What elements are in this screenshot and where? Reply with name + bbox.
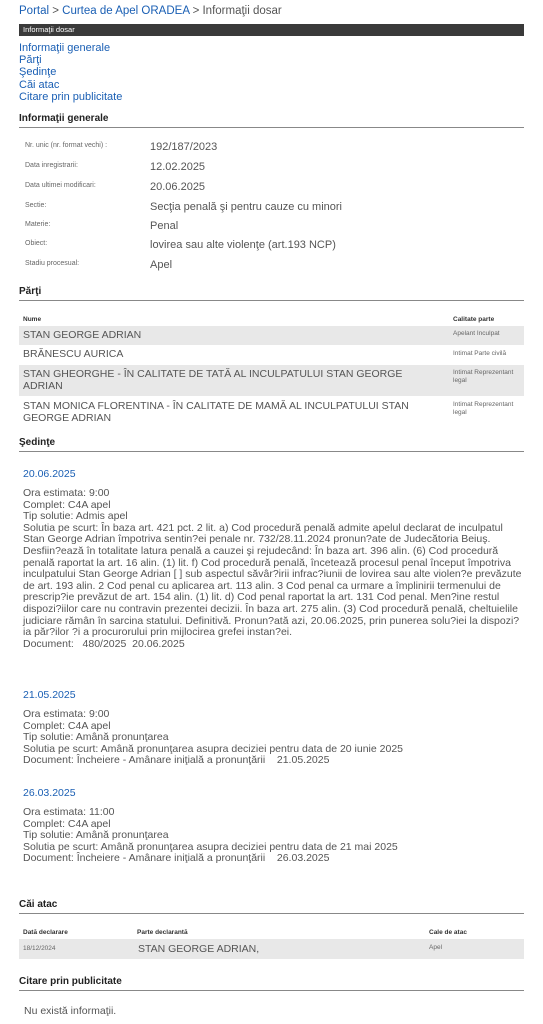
section-title-citare: Citare prin publicitate [19,976,524,991]
sedinta-complet: Complet: C4A apel [23,817,111,830]
col-parte-declaranta: Parte declarantă [137,929,188,936]
parte-calitate: Intimat Parte civilă [453,350,507,357]
parte-calitate: Apelant Inculpat [453,330,500,337]
section-nav [19,42,122,103]
citare-empty-message: Nu există informaţii. [24,1005,117,1017]
value-nr-unic: 192/187/2023 [150,141,218,153]
parte-calitate: Intimat Reprezentant legal [453,401,514,416]
col-nume: Nume [23,316,42,323]
label-stadiu: Stadiu procesual: [25,260,80,267]
section-title-parti: Părţi [19,286,524,301]
parti-row [19,397,524,428]
sedinta-ora: Ora estimata: 9:00 [23,708,110,720]
value-stadiu: Apel [150,259,173,271]
breadcrumb-current: Informaţii dosar [202,5,282,17]
nav-sedinte[interactable]: Şedinţe [19,66,57,79]
header-bar: Informaţii dosar [19,24,524,36]
label-obiect: Obiect: [25,240,48,247]
nav-informatii-generale[interactable]: Informaţii generale [19,42,111,54]
sedinta-solutie: Solutia pe scurt: În baza art. 421 pct. 2 lit. a) Cod procedură penală admite apelul declarat de inculpatul Stan George Adrian împotriva sentin?ei penale nr. 732/28.11.2024 pronun?ate de Judecătoria Beiuş. Desfiin?ează în totalitate latura penală a cauzei şi rejudecând: În baza art. 396 alin. (6) Cod procedură penală raportat la art. 16 alin. (1) lit. f) Cod procedură penală, încetează procesul penal început împotriva inculpatului Stan George Adrian [ ] sub aspectul săvâr?irii infrac?iunii de lovirea sau alte violen?e prevăzute de art. 193 alin. 2 Cod penal cu aplicarea art. 113 alin. 3 Cod penal ca urmare a împlinirii termenului de prescrip?ie prevăzut de art. 154 alin. (1) lit. d) Cod penal raportat la art. 131 Cod penal. Men?ine restul dispozi?iilor care nu contravin prezentei decizii. În baza art. 275 alin. (3) Cod procedură penală, cheltuielile judiciare rămân în sarcina statului. Definitivă. Pronun?ată azi, 20.06.2025, prin punerea solu?iei la dispozi?ia păr?ilor ?i a procurorului prin mijlocirea grefei instan?ei. [23,521,522,639]
col-data-declarare: Dată declarare [23,929,68,936]
label-sectie: Sectie: [25,202,47,209]
sedinta-document: Document: 480/2025 20.06.2025 [23,637,185,650]
sedinta-document: Document: Încheiere - Amânare iniţială a pronunţării 21.05.2025 [23,754,330,767]
sedinta-date: 21.05.2025 [23,689,76,701]
breadcrumb [19,5,282,17]
value-data-inregistrarii: 12.02.2025 [150,161,206,173]
parti-row [19,345,524,365]
parti-row [19,326,524,345]
parte-calitate: Intimat Reprezentant legal [453,369,514,384]
cai-atac-row [19,939,524,959]
value-materie: Penal [150,220,179,232]
sedinta-ora: Ora estimata: 11:00 [23,806,115,818]
sedinta-complet: Complet: C4A apel [23,719,111,732]
sedinta-ora: Ora estimata: 9:00 [23,487,110,499]
breadcrumb-court[interactable]: Curtea de Apel ORADEA [62,5,190,17]
label-data-modificari: Data ultimei modificari: [25,182,96,189]
breadcrumb-portal[interactable]: Portal [19,5,50,17]
nav-citare[interactable]: Citare prin publicitate [19,90,123,103]
label-nr-unic: Nr. unic (nr. format vechi) : [25,142,108,149]
section-title-sedinte: Şedinţe [19,437,524,452]
sedinta-complet: Complet: C4A apel [23,498,111,511]
breadcrumb-separator: > [189,5,203,17]
label-data-inregistrarii: Data inregistrarii: [25,162,78,169]
section-title-cai-atac: Căi atac [19,899,524,914]
nav-cai-atac[interactable]: Căi atac [19,78,60,91]
col-calitate: Calitate parte [453,316,495,323]
sedinta-details [23,488,523,650]
sedinta-tip-solutie: Tip solutie: Amână pronunţarea [23,731,169,744]
parte-name: STAN MONICA FLORENTINA - ÎN CALITATE DE MAMĂ AL INCULPATULUI STAN GEORGE ADRIAN [23,400,409,424]
sedinta-solutie: Solutia pe scurt: Amână pronunţarea asupra deciziei pentru data de 20 iunie 2025 [23,742,404,755]
sedinta-tip-solutie: Tip solutie: Amână pronunţarea [23,829,169,842]
value-obiect: lovirea sau alte violenţe (art.193 NCP) [150,239,336,251]
value-sectie: Secţia penală şi pentru cauze cu minori [150,201,342,213]
cai-atac-parte: STAN GEORGE ADRIAN, [138,943,260,955]
sedinta-details [23,709,523,767]
nav-parti[interactable]: Părţi [19,54,42,67]
section-title-general: Informaţii generale [19,113,524,128]
sedinta-document: Document: Încheiere - Amânare iniţială a pronunţării 26.03.2025 [23,852,330,865]
sedinta-date: 20.06.2025 [23,468,76,480]
sedinta-tip-solutie: Tip solutie: Admis apel [23,510,128,523]
parte-name: BRĂNESCU AURICA [23,348,124,360]
parte-name: STAN GEORGE ADRIAN [23,329,142,341]
parte-name: STAN GHEORGHE - ÎN CALITATE DE TATĂ AL INCULPATULUI STAN GEORGE ADRIAN [23,368,403,392]
sedinta-date: 26.03.2025 [23,787,76,799]
sedinta-solutie: Solutia pe scurt: Amână pronunţarea asupra deciziei pentru data de 21 mai 2025 [23,840,398,853]
parti-row [19,365,524,396]
cai-atac-cale: Apel [429,944,443,951]
col-cale-atac: Cale de atac [429,929,467,936]
breadcrumb-separator: > [49,5,63,17]
sedinta-details [23,807,523,865]
value-data-modificari: 20.06.2025 [150,181,206,193]
label-materie: Materie: [25,221,51,228]
cai-atac-data: 18/12/2024 [23,945,56,952]
